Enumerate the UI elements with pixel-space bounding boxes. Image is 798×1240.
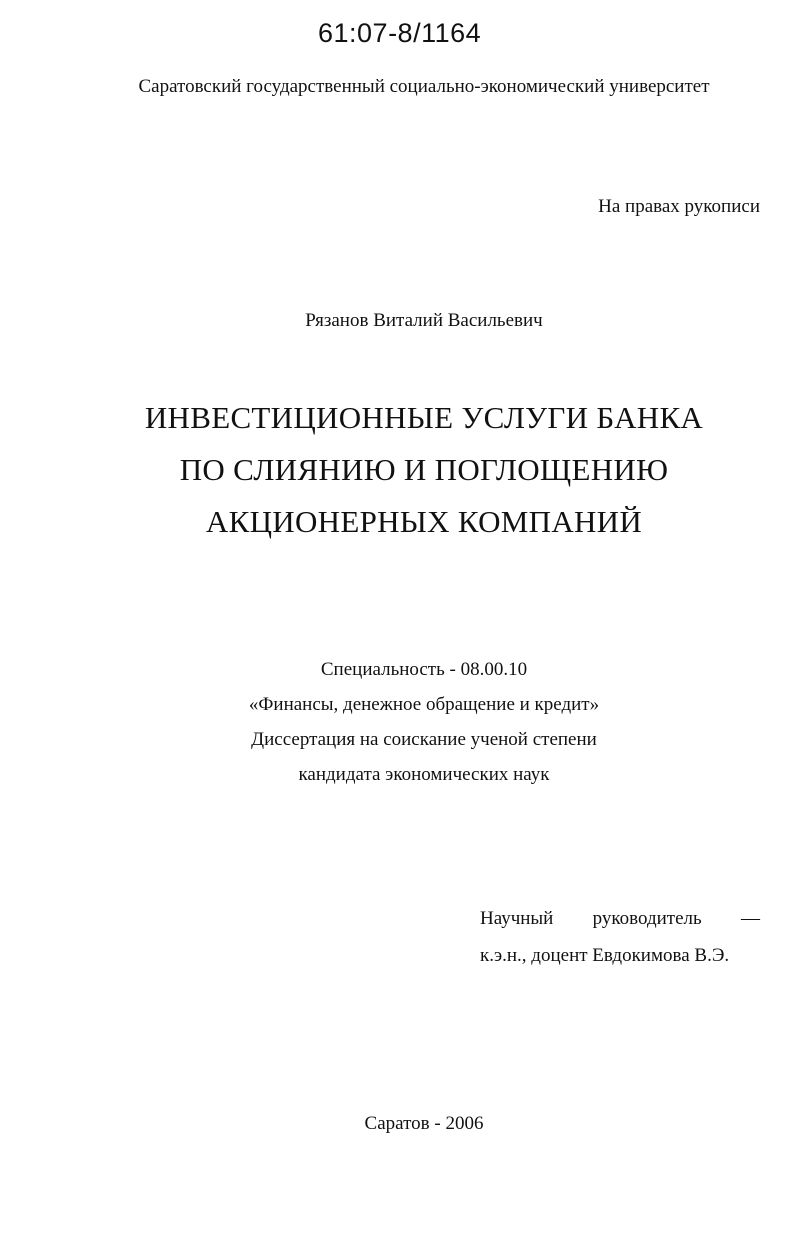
- title-line-1: ИНВЕСТИЦИОННЫЕ УСЛУГИ БАНКА: [144, 400, 704, 435]
- specialty-block: [0, 652, 798, 792]
- author-name: Рязанов Виталий Васильевич: [305, 310, 543, 331]
- degree-name: кандидата экономических наук: [298, 764, 550, 785]
- dissertation-purpose: Диссертация на соискание ученой степени: [251, 729, 597, 750]
- supervisor-word-2: руководитель: [592, 908, 702, 929]
- title-line-2: ПО СЛИЯНИЮ И ПОГЛОЩЕНИЮ: [179, 452, 669, 487]
- catalog-number: 61:07-8/1164: [318, 18, 482, 48]
- specialty-name: «Финансы, денежное обращение и кредит»: [248, 694, 600, 715]
- supervisor-heading: [480, 908, 760, 930]
- university-name: Саратовский государственный социально-экономический университет: [138, 76, 710, 97]
- supervisor-word-1: Научный: [480, 908, 554, 929]
- specialty-code: Специальность - 08.00.10: [320, 659, 528, 680]
- manuscript-note: На правах рукописи: [598, 196, 760, 217]
- supervisor-name: к.э.н., доцент Евдокимова В.Э.: [480, 945, 730, 966]
- title-line-3: АКЦИОНЕРНЫХ КОМПАНИЙ: [205, 504, 643, 539]
- supervisor-dash: —: [740, 908, 760, 929]
- dissertation-title: [0, 392, 798, 548]
- city-year: Саратов - 2006: [364, 1113, 484, 1134]
